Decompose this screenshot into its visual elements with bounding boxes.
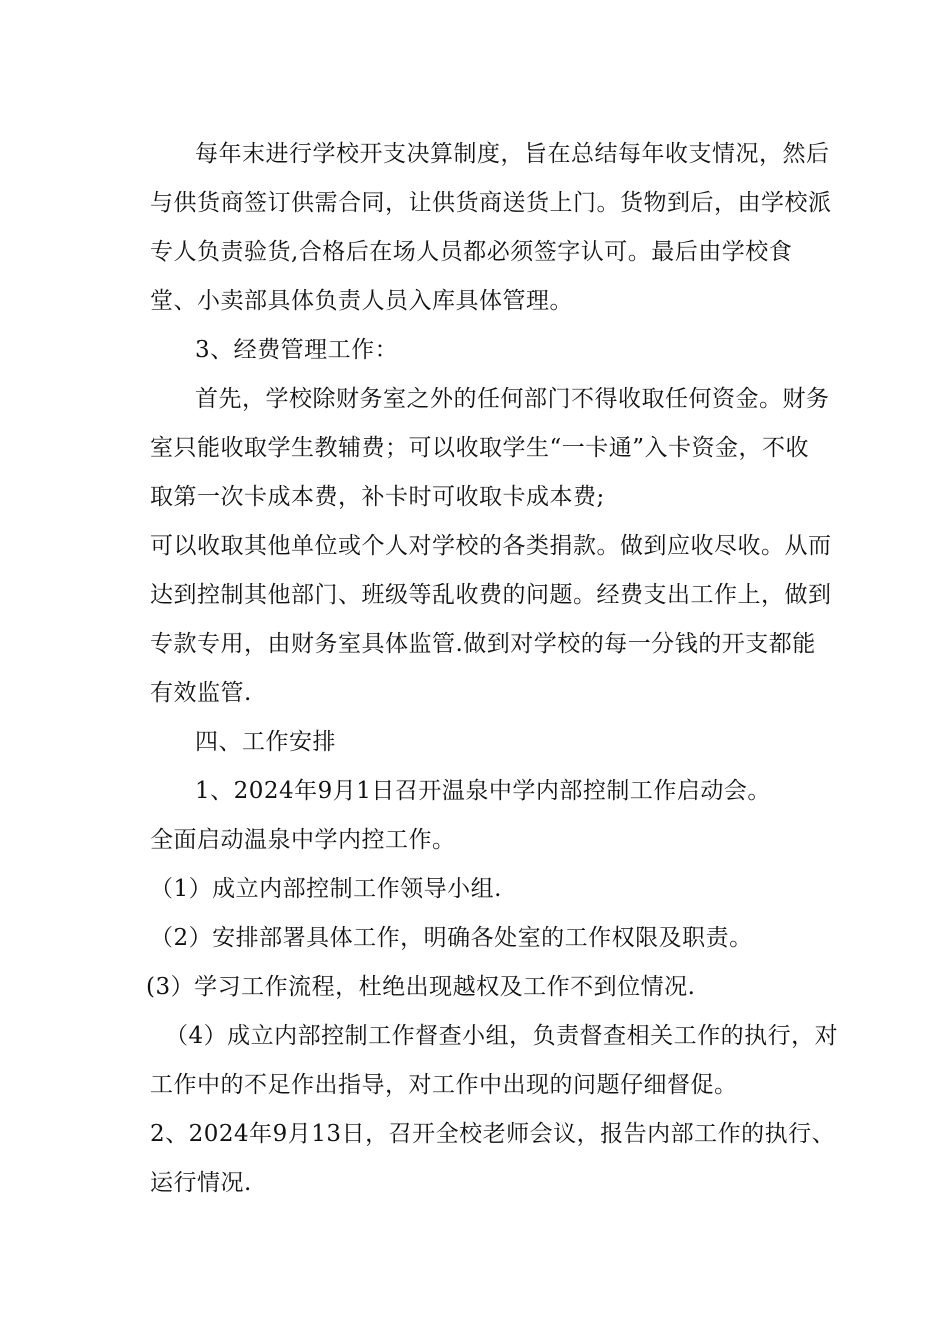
paragraph-line: 全面启动温泉中学内控工作。: [150, 827, 456, 853]
paragraph-line: 运行情况.: [150, 1170, 252, 1196]
list-item: （1）成立内部控制工作领导小组.: [150, 876, 502, 902]
paragraph-line: 工作中的不足作出指导，对工作中出现的问题仔细督促。: [150, 1072, 738, 1098]
list-item: （4）成立内部控制工作督查小组，负责督查相关工作的执行，对: [165, 1023, 839, 1049]
paragraph-line: 专款专用，由财务室具体监管.做到对学校的每一分钱的开支都能: [150, 631, 816, 657]
section-heading: 3、经费管理工作：: [195, 337, 399, 363]
paragraph-line: 专人负责验货,合格后在场人员都必须签字认可。最后由学校食: [150, 239, 793, 265]
paragraph-line: 可以收取其他单位或个人对学校的各类捐款。做到应收尽收。从而: [150, 533, 832, 559]
section-heading: 四、工作安排: [195, 729, 336, 755]
paragraph-line: 首先，学校除财务室之外的任何部门不得收取任何资金。财务: [195, 386, 830, 412]
list-item: 2、2024年9月13日，召开全校老师会议，报告内部工作的执行、: [150, 1121, 836, 1147]
list-item: 1、2024年9月1日召开温泉中学内部控制工作启动会。: [195, 778, 771, 804]
paragraph-line: 与供货商签订供需合同，让供货商送货上门。货物到后，由学校派: [150, 190, 832, 216]
list-item: （2）安排部署具体工作，明确各处室的工作权限及职责。: [150, 925, 753, 951]
paragraph-line: 室只能收取学生教辅费；可以收取学生“一卡通”入卡资金，不收: [150, 435, 810, 461]
list-item: (3）学习工作流程，杜绝出现越权及工作不到位情况.: [146, 974, 696, 1000]
paragraph-line: 取第一次卡成本费，补卡时可收取卡成本费;: [150, 484, 605, 510]
paragraph-line: 堂、小卖部具体负责人员入库具体管理。: [150, 288, 573, 314]
paragraph-line: 达到控制其他部门、班级等乱收费的问题。经费支出工作上，做到: [150, 582, 832, 608]
paragraph-line: 有效监管.: [150, 680, 252, 706]
paragraph-line: 每年末进行学校开支决算制度，旨在总结每年收支情况，然后: [195, 141, 830, 167]
